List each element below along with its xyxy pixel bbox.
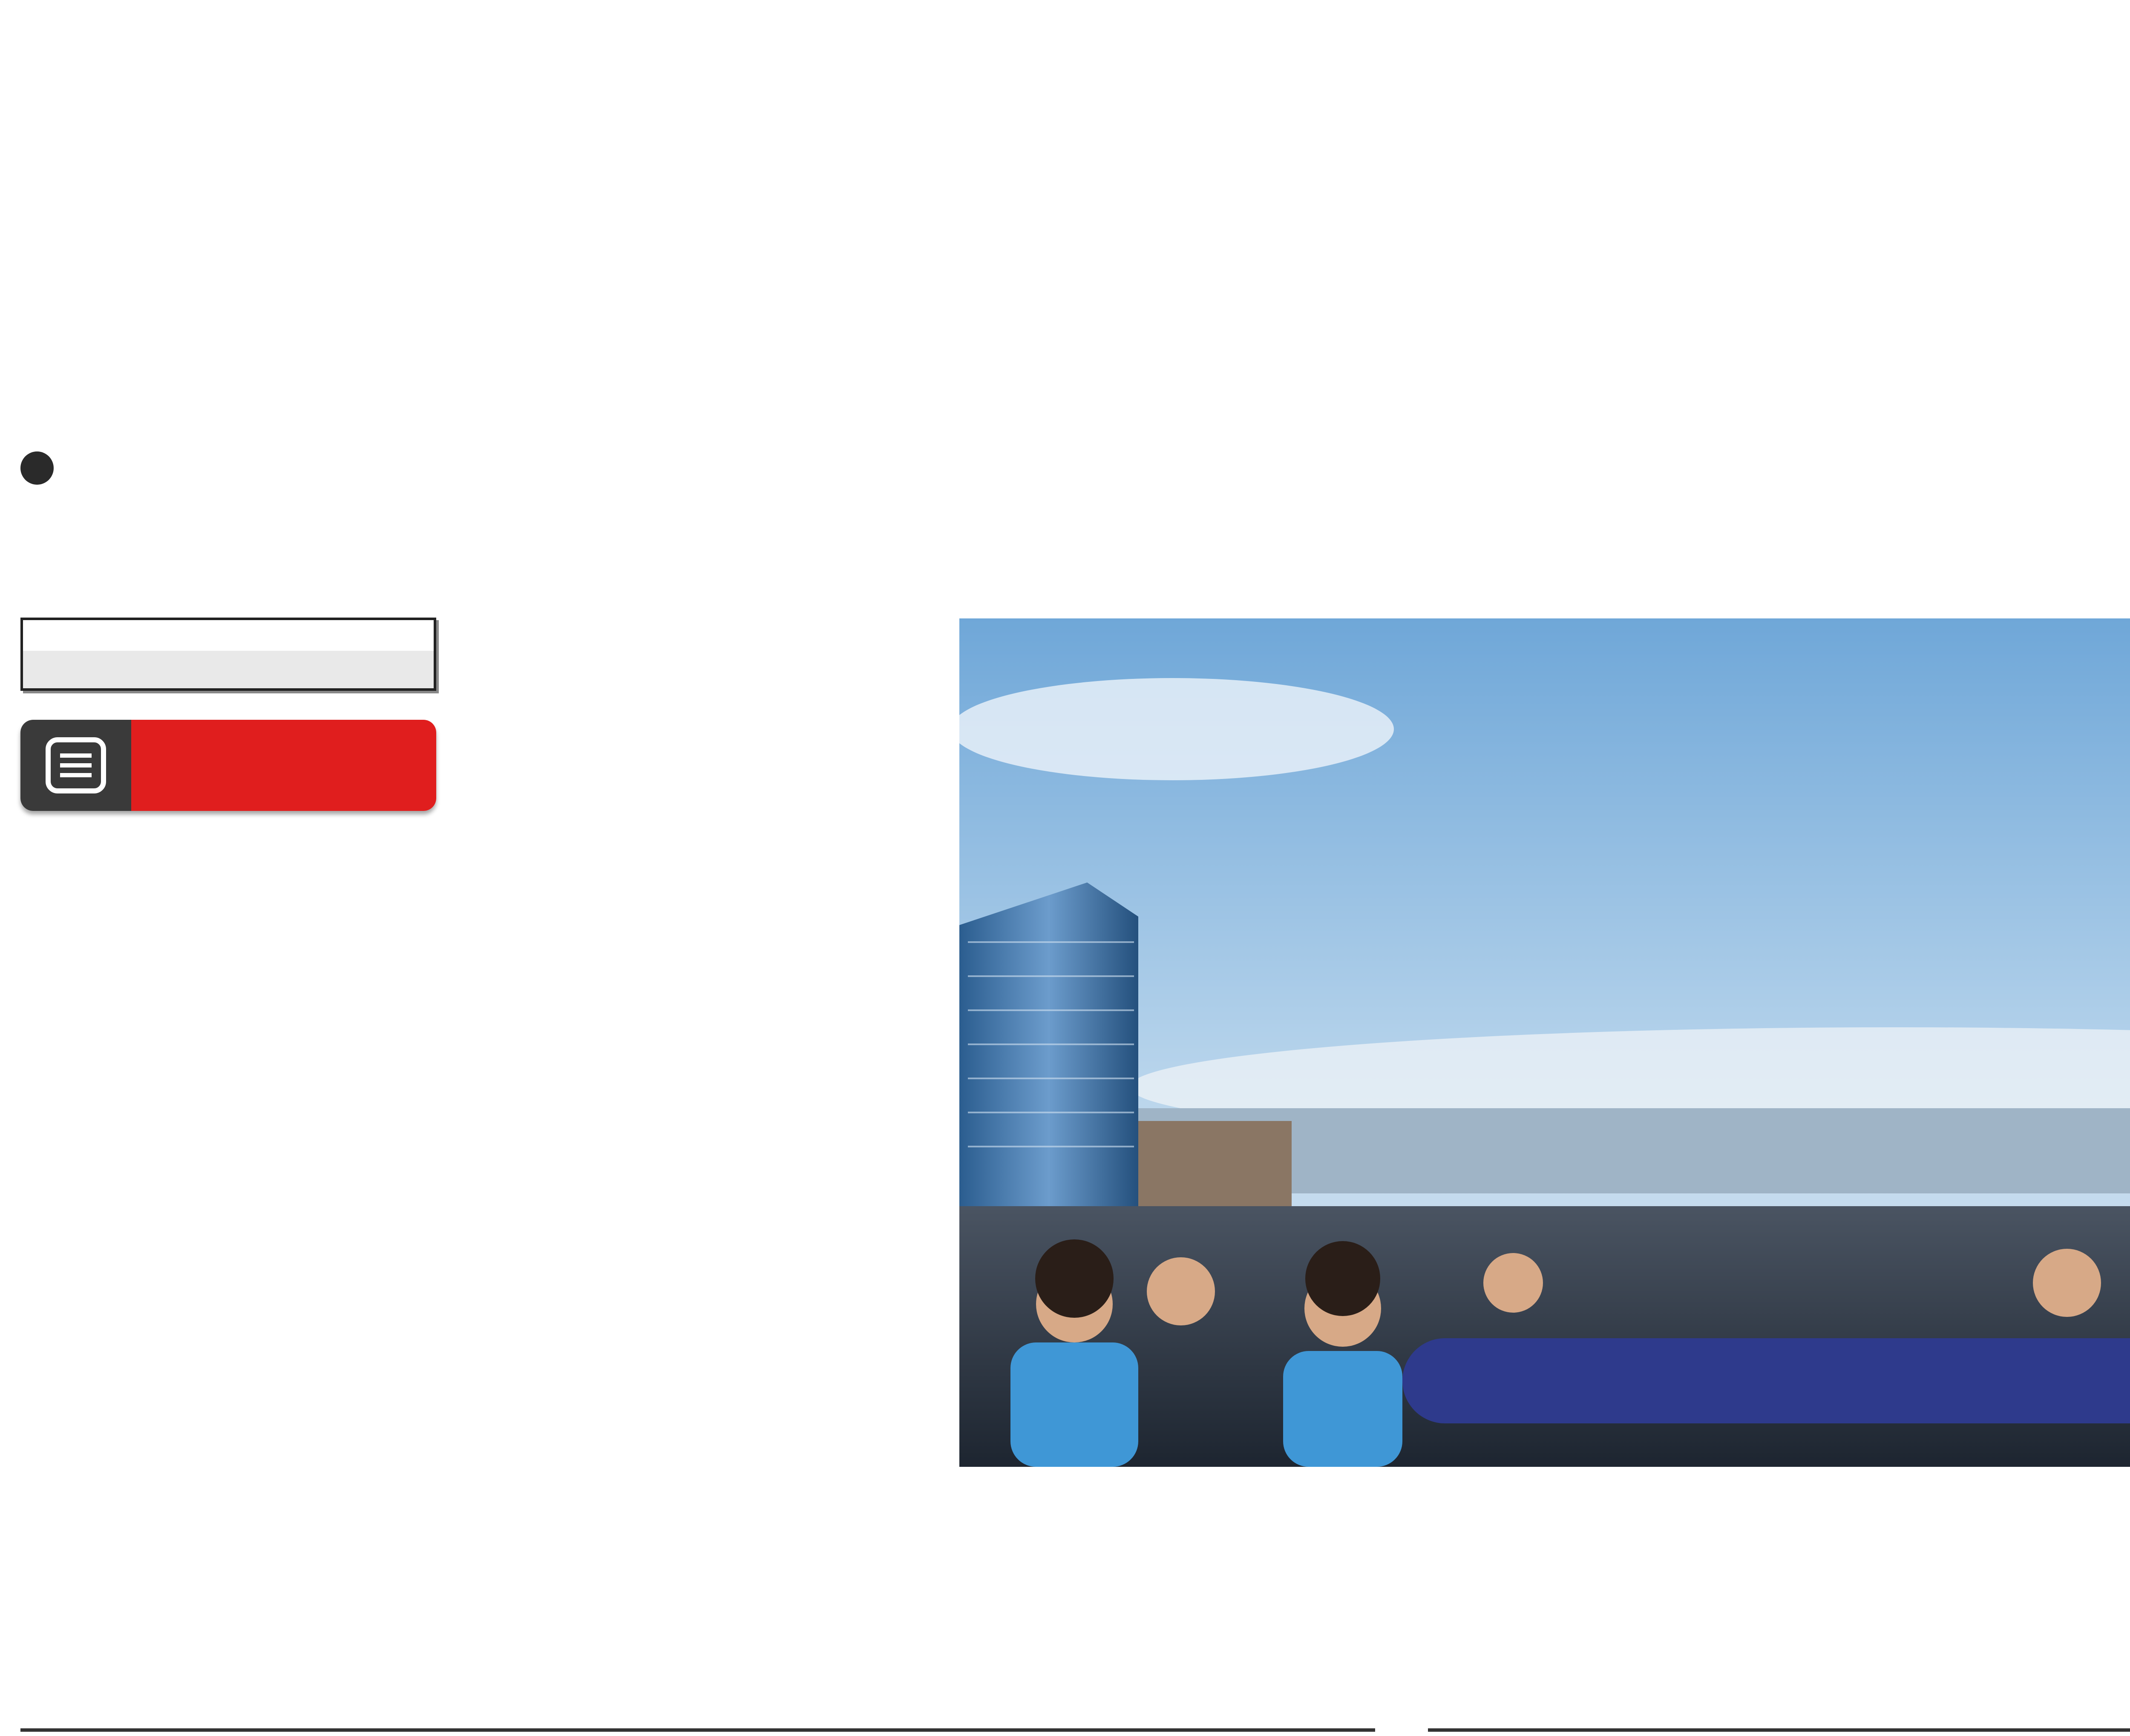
document-icon [20, 720, 131, 811]
bottom-rule-right [1428, 1728, 2130, 1732]
ver-documento-button[interactable] [20, 720, 436, 811]
photo-title-top [1351, 678, 2130, 857]
photo-credit [976, 1359, 1002, 1436]
photo-title-bottom [1232, 857, 2130, 1206]
event-photo [959, 618, 2130, 1467]
summary [20, 439, 2130, 499]
article-column-1 [20, 835, 436, 839]
photo-banner [1402, 1338, 2130, 1423]
bullet-icon [20, 451, 54, 485]
byline-box [20, 618, 436, 691]
ver-documento-label [131, 720, 436, 811]
bottom-rule-left [20, 1728, 1375, 1732]
